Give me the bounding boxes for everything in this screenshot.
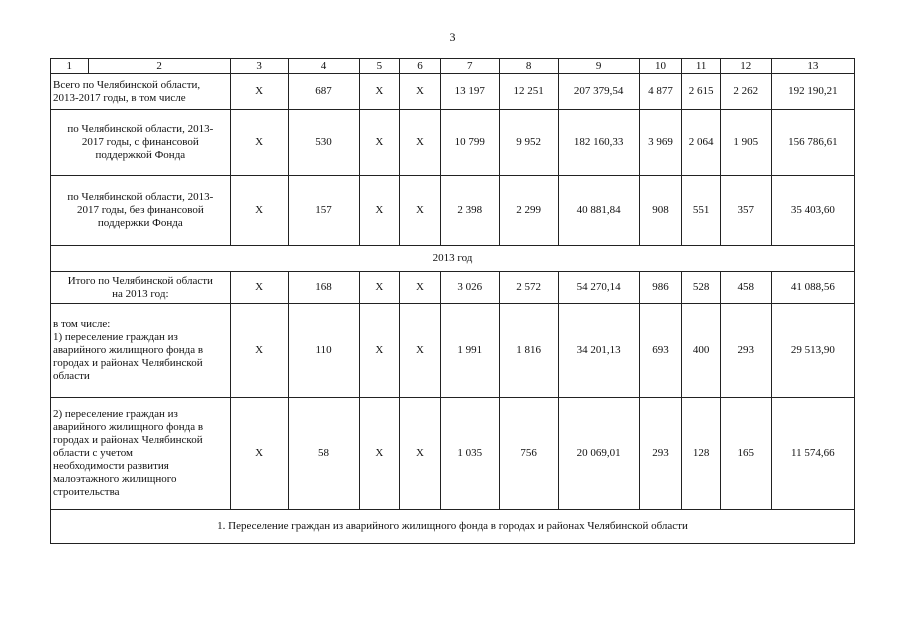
- table-cell: 528: [682, 272, 721, 304]
- table-cell: 10 799: [440, 110, 499, 176]
- row-label-line: Всего по Челябинской области,: [53, 78, 201, 91]
- table-cell: X: [230, 398, 288, 510]
- table-cell: X: [400, 304, 441, 398]
- column-header: 1: [51, 59, 89, 74]
- row-label: [51, 110, 231, 176]
- table-cell: 687: [288, 74, 359, 110]
- table-cell: X: [230, 74, 288, 110]
- table-cell: 3 969: [639, 110, 682, 176]
- table-cell: 1 991: [440, 304, 499, 398]
- table-row: [51, 398, 855, 510]
- table-cell: X: [359, 398, 400, 510]
- table-cell: 693: [639, 304, 682, 398]
- column-header: 3: [230, 59, 288, 74]
- row-label-line: области с учетом: [53, 447, 133, 459]
- table-cell: 357: [720, 176, 771, 246]
- table-cell: 1 905: [720, 110, 771, 176]
- table-cell: 986: [639, 272, 682, 304]
- row-label-line: по Челябинской области, 2013-: [67, 191, 214, 203]
- table-cell: 2 615: [682, 74, 721, 110]
- table-row: [51, 110, 855, 176]
- column-header: 7: [440, 59, 499, 74]
- table-cell: 293: [720, 304, 771, 398]
- row-label-line: аварийного жилищного фонда в: [53, 421, 204, 433]
- row-label-line: строительства: [53, 486, 120, 498]
- column-header: 5: [359, 59, 400, 74]
- row-label-line: 2017 годы, с финансовой: [81, 136, 199, 148]
- table-cell: X: [230, 304, 288, 398]
- table-cell: X: [400, 110, 441, 176]
- row-label-line: на 2013 год:: [112, 287, 169, 300]
- row-label-line: малоэтажного жилищного: [53, 473, 177, 485]
- table-cell: X: [230, 176, 288, 246]
- table-cell: 530: [288, 110, 359, 176]
- table-cell: 1 816: [499, 304, 558, 398]
- table-cell: X: [400, 272, 441, 304]
- row-label-line: 2017 годы, без финансовой: [76, 204, 204, 216]
- table-cell: 2 262: [720, 74, 771, 110]
- row-label-line: городах и районах Челябинской: [53, 357, 203, 369]
- table-cell: 41 088,56: [771, 272, 854, 304]
- table-cell: X: [359, 272, 400, 304]
- table-cell: X: [400, 398, 441, 510]
- table-cell: X: [400, 74, 441, 110]
- table-cell: 551: [682, 176, 721, 246]
- column-header-row: [51, 59, 855, 74]
- row-label: [51, 176, 231, 246]
- row-label-line: 2013-2017 годы, в том числе: [53, 91, 186, 104]
- table-cell: X: [359, 176, 400, 246]
- table-cell: 908: [639, 176, 682, 246]
- table-cell: 4 877: [639, 74, 682, 110]
- table-cell: 156 786,61: [771, 110, 854, 176]
- table-cell: 58: [288, 398, 359, 510]
- row-label-line: городах и районах Челябинской: [53, 434, 203, 446]
- table-cell: X: [230, 272, 288, 304]
- table-cell: 192 190,21: [771, 74, 854, 110]
- table-cell: X: [359, 74, 400, 110]
- table-cell: 34 201,13: [558, 304, 639, 398]
- section-title: 2013 год: [51, 246, 855, 272]
- table-cell: 207 379,54: [558, 74, 639, 110]
- table-cell: 20 069,01: [558, 398, 639, 510]
- table-cell: X: [400, 176, 441, 246]
- column-header: 11: [682, 59, 721, 74]
- table-cell: 458: [720, 272, 771, 304]
- table-cell: 165: [720, 398, 771, 510]
- table-cell: 35 403,60: [771, 176, 854, 246]
- table-cell: 2 064: [682, 110, 721, 176]
- table-cell: 128: [682, 398, 721, 510]
- table-row: [51, 272, 855, 304]
- table-row: [51, 74, 855, 110]
- table-cell: 2 398: [440, 176, 499, 246]
- column-header: 10: [639, 59, 682, 74]
- column-header: 8: [499, 59, 558, 74]
- table-cell: 2 572: [499, 272, 558, 304]
- row-label-line: 2) переселение граждан из: [53, 408, 178, 420]
- table-cell: 756: [499, 398, 558, 510]
- table-cell: 293: [639, 398, 682, 510]
- table-cell: 182 160,33: [558, 110, 639, 176]
- table-cell: 9 952: [499, 110, 558, 176]
- row-label-line: области: [53, 370, 90, 382]
- table-cell: 1 035: [440, 398, 499, 510]
- row-label-line: в том числе:: [53, 318, 111, 330]
- table-cell: 3 026: [440, 272, 499, 304]
- column-header: 9: [558, 59, 639, 74]
- table-cell: 12 251: [499, 74, 558, 110]
- column-header: 13: [771, 59, 854, 74]
- row-label-line: необходимости развития: [53, 460, 169, 472]
- row-label-line: аварийного жилищного фонда в: [53, 344, 204, 356]
- row-label-line: поддержкой Фонда: [95, 149, 186, 161]
- row-label: [51, 74, 231, 110]
- section-row: [51, 246, 855, 272]
- row-label-line: по Челябинской области, 2013-: [67, 123, 214, 135]
- column-header: 12: [720, 59, 771, 74]
- row-label-line: 1) переселение граждан из: [53, 331, 178, 343]
- row-label-line: поддержки Фонда: [97, 217, 183, 229]
- table-cell: 2 299: [499, 176, 558, 246]
- row-label-line: Итого по Челябинской области: [67, 274, 213, 287]
- column-header: 4: [288, 59, 359, 74]
- column-header: 6: [400, 59, 441, 74]
- table-cell: X: [359, 304, 400, 398]
- table-cell: 110: [288, 304, 359, 398]
- table-cell: 11 574,66: [771, 398, 854, 510]
- column-header: 2: [88, 59, 230, 74]
- data-table: [50, 58, 855, 544]
- table-row: [51, 176, 855, 246]
- page-number: 3: [449, 30, 456, 44]
- table-cell: 168: [288, 272, 359, 304]
- table-cell: 54 270,14: [558, 272, 639, 304]
- row-label: [51, 304, 231, 398]
- table-cell: X: [230, 110, 288, 176]
- row-label: [51, 398, 231, 510]
- table-cell: 400: [682, 304, 721, 398]
- footer-section-title: 1. Переселение граждан из аварийного жилищного фонда в городах и районах Челябинской области: [51, 510, 855, 544]
- row-label: [51, 272, 231, 304]
- table-cell: X: [359, 110, 400, 176]
- table-cell: 157: [288, 176, 359, 246]
- footer-row: [51, 510, 855, 544]
- table-cell: 40 881,84: [558, 176, 639, 246]
- table-cell: 29 513,90: [771, 304, 854, 398]
- table-row: [51, 304, 855, 398]
- table-cell: 13 197: [440, 74, 499, 110]
